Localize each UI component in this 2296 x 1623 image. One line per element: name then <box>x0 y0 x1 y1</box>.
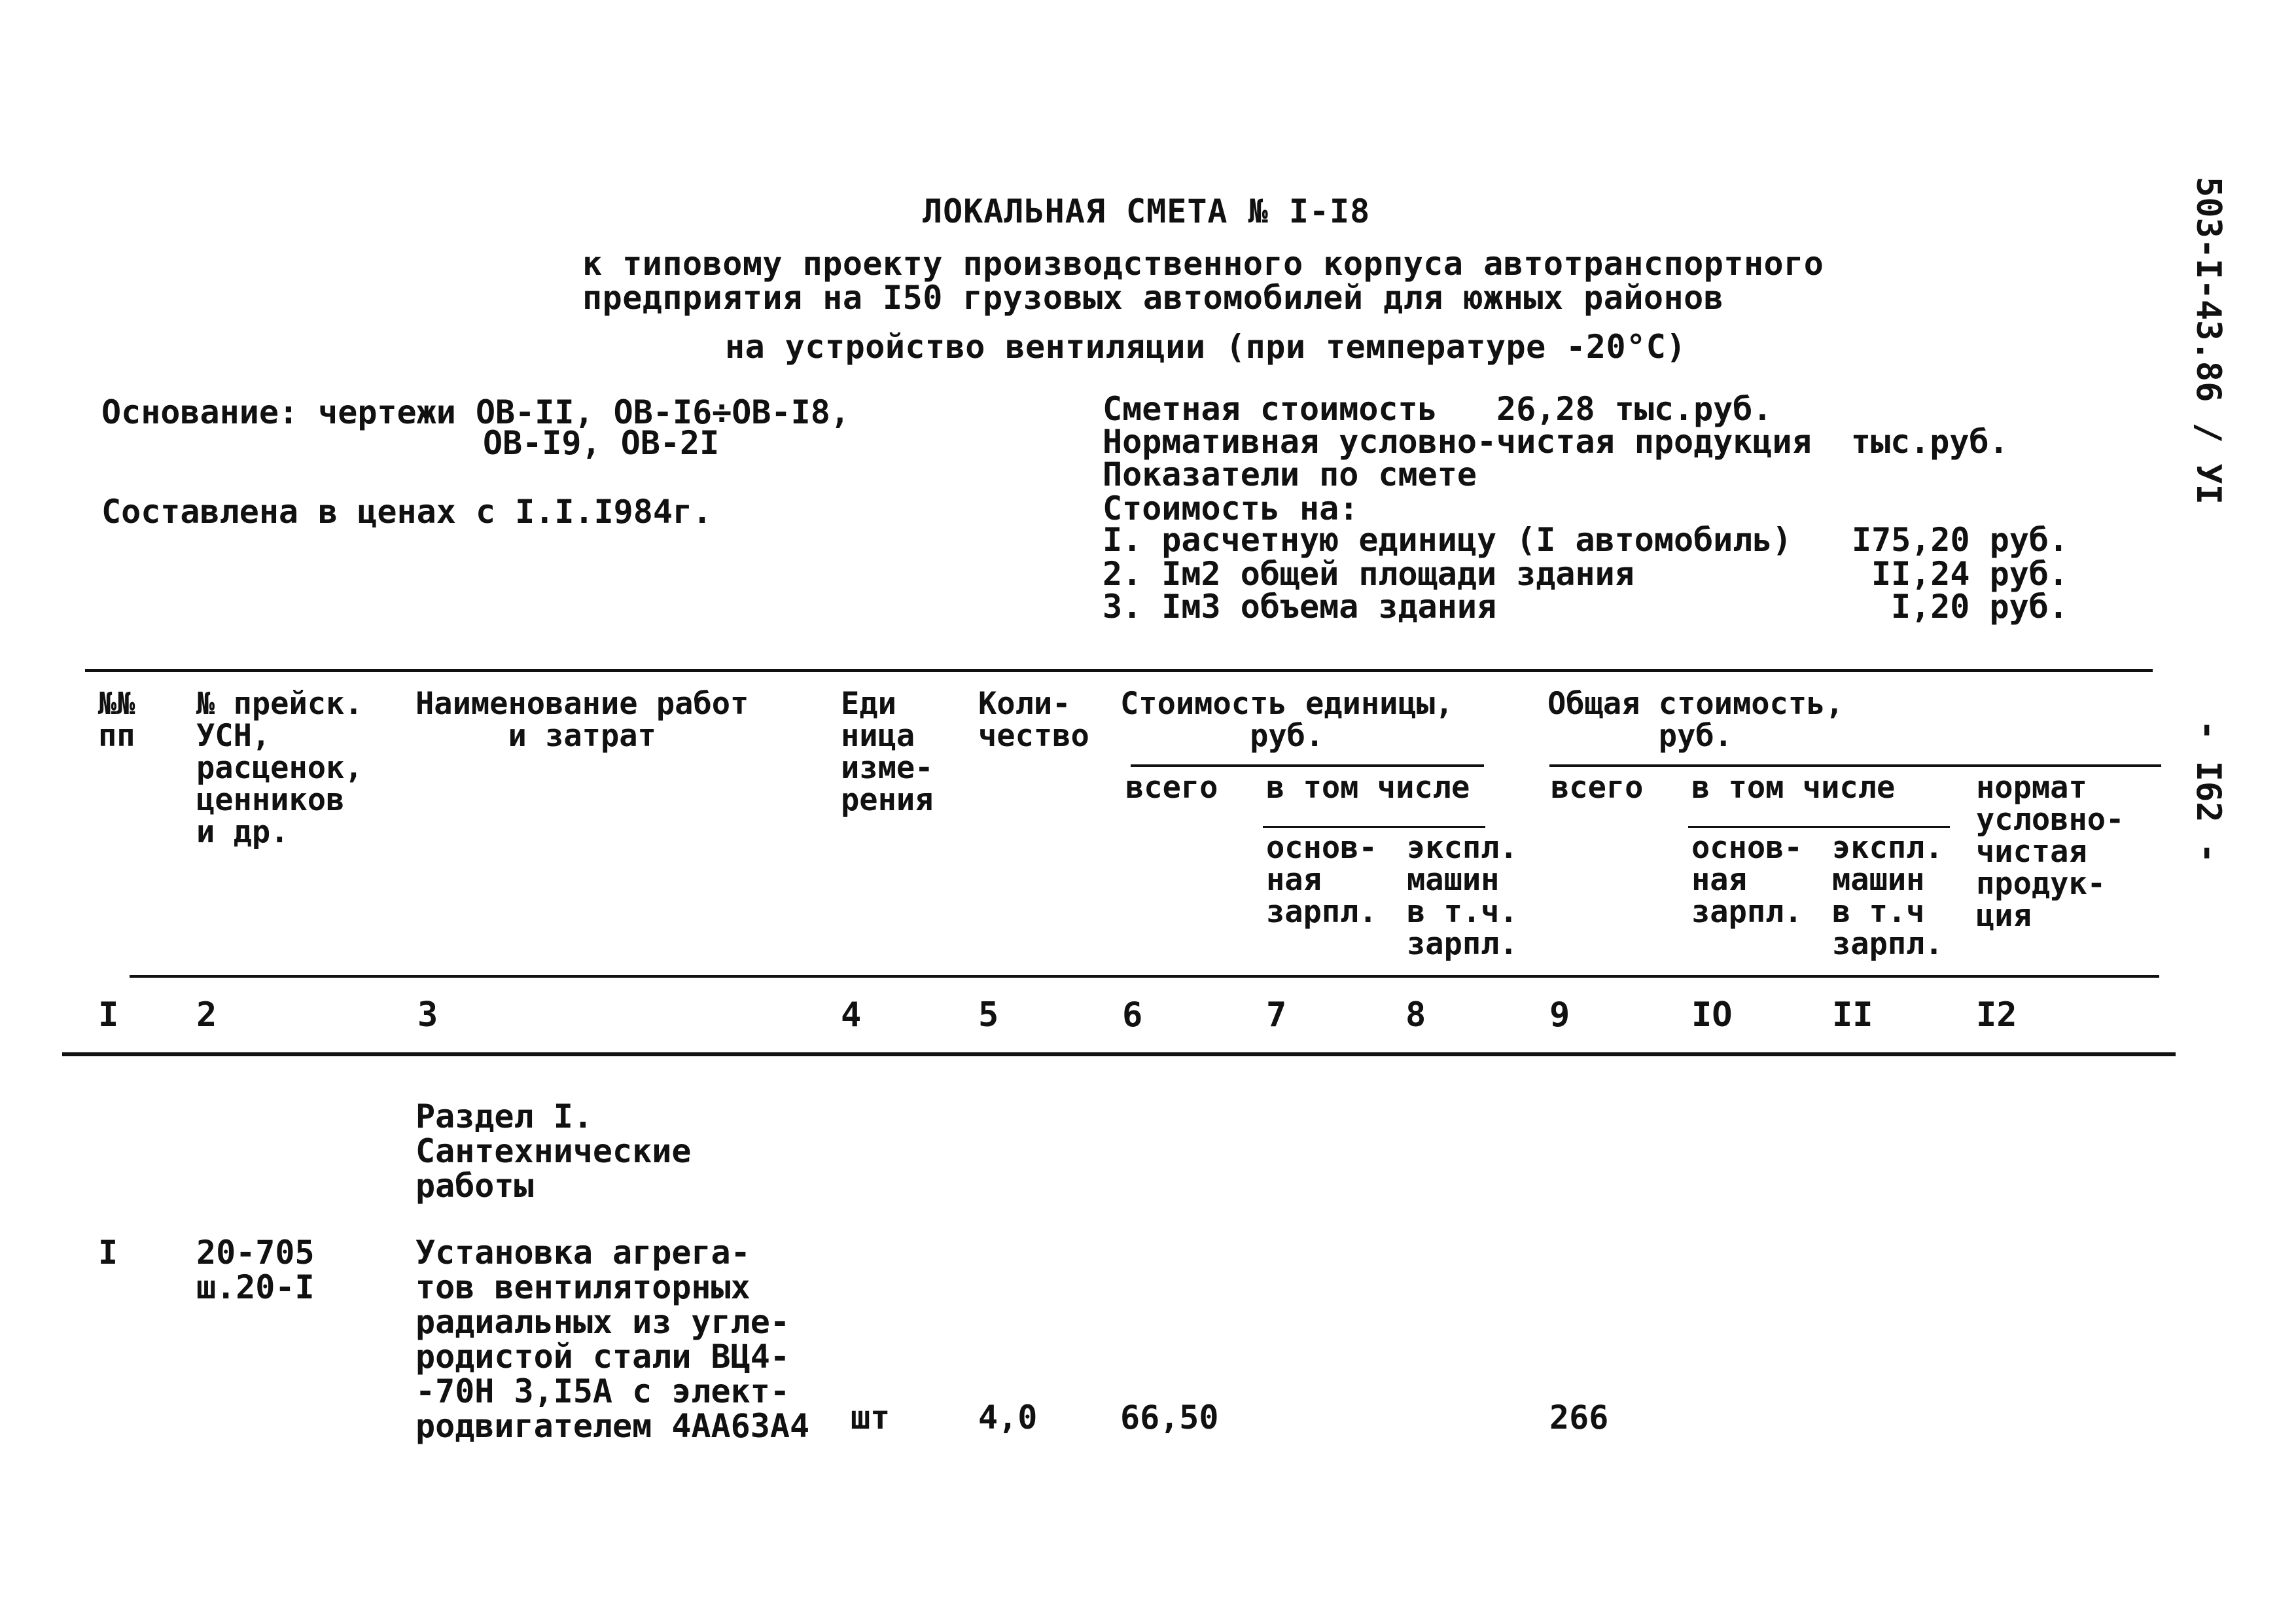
subtitle-line-1: к типовому проекту производственного корпуса автотранспортного <box>582 245 1824 283</box>
header-total-machines: экспл. машин в т.ч зарпл. <box>1832 830 1943 962</box>
column-number: 5 <box>978 995 999 1035</box>
column-number: IO <box>1691 995 1733 1035</box>
unit-incl-subrule <box>1263 826 1485 828</box>
row-number: I <box>98 1234 118 1272</box>
column-number: 9 <box>1549 995 1570 1035</box>
row-unit-cost-total: 66,50 <box>1120 1399 1219 1436</box>
column-number: II <box>1832 995 1873 1035</box>
column-number: 8 <box>1405 995 1426 1035</box>
header-unit-base-wage: основ- ная зарпл. <box>1266 830 1377 930</box>
column-numbers-rule <box>62 1052 2176 1056</box>
header-unit: Еди ница изме- рения <box>841 686 934 818</box>
indicator-item-label: 3. Iм3 объема здания <box>1103 588 1497 626</box>
header-unit-cost: Стоимость единицы, руб. <box>1120 686 1454 754</box>
column-number: 3 <box>417 995 438 1035</box>
indicators-label: Показатели по смете <box>1103 455 1477 493</box>
basis-drawings-cont: ОВ-I9, ОВ-2I <box>483 424 720 462</box>
row-price-code: 20-705 ш.20-I <box>196 1234 315 1306</box>
header-total-base-wage: основ- ная зарпл. <box>1691 830 1803 930</box>
row-grand-total: 266 <box>1549 1399 1609 1436</box>
indicator-item-value: I75,20 руб. <box>1852 521 2069 559</box>
header-quantity: Коли- чество <box>978 686 1089 754</box>
estimated-cost: Сметная стоимость 26,28 тыс.руб. <box>1103 390 1773 428</box>
header-row-number: №№ пп <box>98 686 135 754</box>
subtitle-line-2: предприятия на I50 грузовых автомобилей для южных районов <box>582 279 1724 317</box>
basis-drawings: Основание: чертежи ОВ-II, ОВ-I6÷ОВ-I8, <box>101 393 850 431</box>
document-code: 503-I-43.86 / УI <box>2189 177 2228 505</box>
normative-product: Нормативная условно-чистая продукция тыс.руб. <box>1103 423 2009 461</box>
header-unit-including: в том числе <box>1266 770 1470 806</box>
indicator-item-label: 2. Iм2 общей площади здания <box>1103 555 1634 593</box>
row-unit: шт <box>851 1399 891 1436</box>
column-number: I2 <box>1976 995 2017 1035</box>
page-number: - I62 - <box>2189 720 2228 864</box>
header-work-name: Наименование работ и затрат <box>415 686 749 754</box>
total-cost-subrule <box>1549 764 2161 767</box>
cost-per-label: Стоимость на: <box>1103 490 1359 527</box>
header-unit-machines: экспл. машин в т.ч. зарпл. <box>1407 830 1518 962</box>
row-quantity: 4,0 <box>978 1399 1038 1436</box>
row-work-name: Установка агрега- тов вентиляторных радиальных из угле- родистой стали ВЦ4- -70Н 3,I5А с элект- родвигателем 4АА63А4 <box>415 1234 810 1445</box>
header-unit-total: всего <box>1125 770 1218 806</box>
prices-date: Составлена в ценах с I.I.I984г. <box>101 493 713 531</box>
indicator-item-value: II,24 руб. <box>1871 555 2069 593</box>
column-number: 4 <box>841 995 862 1035</box>
table-top-rule <box>85 669 2153 672</box>
column-number: I <box>98 995 119 1035</box>
column-number: 2 <box>196 995 217 1035</box>
subtitle-line-3: на устройство вентиляции (при температуре -20°С) <box>725 328 1686 366</box>
indicator-item-value: I,20 руб. <box>1891 588 2068 626</box>
header-total-cost: Общая стоимость, руб. <box>1547 686 1844 754</box>
header-normative-product: нормат условно- чистая продук- ция <box>1976 770 2125 934</box>
header-bottom-rule <box>130 975 2159 978</box>
unit-cost-subrule <box>1131 764 1484 767</box>
header-price-code: № прейск. УСН, расценок, ценников и др. <box>196 686 363 850</box>
total-incl-subrule <box>1688 826 1950 828</box>
header-total-including: в том числе <box>1691 770 1896 806</box>
document-title: ЛОКАЛЬНАЯ СМЕТА № I-I8 <box>923 192 1371 230</box>
column-number: 7 <box>1266 995 1287 1035</box>
indicator-item-label: I. расчетную единицу (I автомобиль) <box>1103 521 1792 559</box>
section-title: Раздел I. Сантехнические работы <box>415 1097 692 1205</box>
header-grand-total: всего <box>1551 770 1644 806</box>
column-number: 6 <box>1122 995 1143 1035</box>
